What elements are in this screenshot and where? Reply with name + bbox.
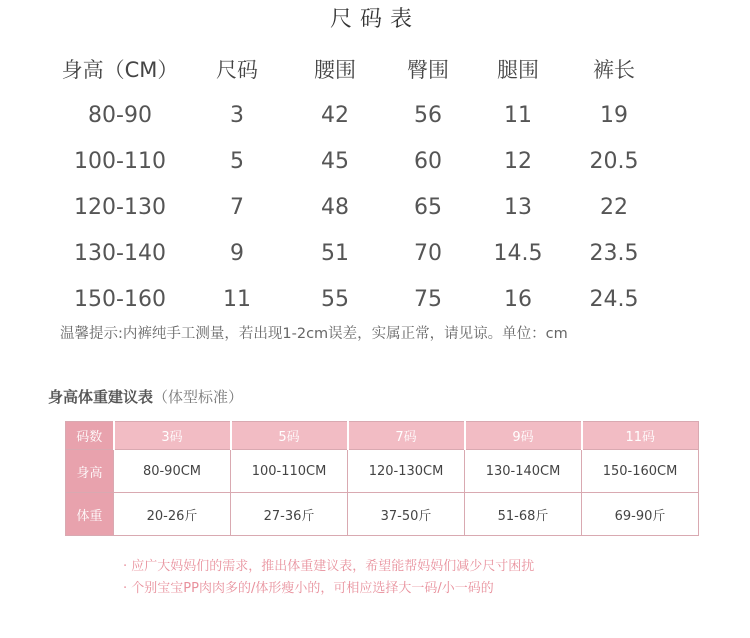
weight-table-row-label: 身高: [66, 450, 114, 493]
size-chart-cell: 12: [504, 149, 532, 174]
size-chart-row: [0, 234, 750, 274]
size-chart-cell: 150-160: [74, 287, 166, 312]
size-chart-cell: 20.5: [589, 149, 639, 174]
size-chart-cell: 45: [321, 149, 349, 174]
weight-table-size-header: 7码: [348, 422, 465, 450]
weight-table-size-header: 5码: [231, 422, 348, 450]
size-chart-header-hip: 臀围: [407, 58, 449, 82]
weight-table-row-weight: [66, 493, 699, 536]
size-chart-cell: 51: [321, 241, 349, 266]
size-chart-header-height: 身高（CM）: [61, 58, 179, 82]
size-chart-cell: 42: [321, 103, 349, 128]
note-line: · 个别宝宝PP肉肉多的/体形瘦小的，可相应选择大一码/小一码的: [123, 581, 494, 596]
weight-table: [65, 421, 699, 536]
size-chart-title: 尺码表: [329, 7, 420, 32]
size-chart-header-thigh: 腿围: [497, 58, 539, 82]
measurement-tip: 温馨提示:内裤纯手工测量，若出现1-2cm误差，实属正常，请见谅。单位：cm: [60, 326, 568, 342]
size-chart-header-length: 裤长: [593, 58, 635, 82]
size-chart-cell: 16: [504, 287, 532, 312]
weight-table-row-label: 体重: [66, 493, 114, 536]
weight-table-cell: 120-130CM: [348, 450, 465, 493]
size-chart-cell: 14.5: [493, 241, 543, 266]
size-chart-row: [0, 96, 750, 136]
weight-table-cell: 51-68斤: [465, 493, 582, 536]
size-chart-row: [0, 142, 750, 182]
size-chart-cell: 55: [321, 287, 349, 312]
size-chart-cell: 7: [230, 195, 244, 220]
size-chart-cell: 23.5: [589, 241, 639, 266]
size-chart-cell: 19: [600, 103, 628, 128]
weight-section-subtitle: （体型标准）: [153, 388, 244, 406]
size-chart-cell: 100-110: [74, 149, 166, 174]
weight-table-size-header: 3码: [114, 422, 231, 450]
size-chart-cell: 9: [230, 241, 244, 266]
size-chart-header-row: [0, 50, 750, 90]
weight-table-header-row: [66, 422, 699, 450]
weight-table-cell: 69-90斤: [582, 493, 699, 536]
size-chart-header-size: 尺码: [216, 58, 258, 82]
weight-table-cell: 27-36斤: [231, 493, 348, 536]
weight-table-cell: 130-140CM: [465, 450, 582, 493]
size-chart-cell: 11: [223, 287, 251, 312]
size-chart-row: [0, 188, 750, 228]
size-chart-cell: 130-140: [74, 241, 166, 266]
note-line: · 应广大妈妈们的需求，推出体重建议表，希望能帮妈妈们减少尺寸困扰: [123, 559, 535, 574]
weight-table-cell: 80-90CM: [114, 450, 231, 493]
size-chart-cell: 75: [414, 287, 442, 312]
size-chart-cell: 22: [600, 195, 628, 220]
size-chart-cell: 3: [230, 103, 244, 128]
size-chart-cell: 65: [414, 195, 442, 220]
weight-table-corner: 码数: [66, 422, 114, 450]
size-chart-cell: 60: [414, 149, 442, 174]
weight-table-row-height: [66, 450, 699, 493]
size-chart-row: [0, 280, 750, 320]
weight-table-cell: 150-160CM: [582, 450, 699, 493]
size-chart-cell: 70: [414, 241, 442, 266]
size-chart-cell: 80-90: [88, 103, 152, 128]
weight-table-cell: 37-50斤: [348, 493, 465, 536]
weight-table-cell: 20-26斤: [114, 493, 231, 536]
size-chart-cell: 5: [230, 149, 244, 174]
weight-section-heading: 身高体重建议表: [48, 388, 154, 406]
size-chart-cell: 24.5: [589, 287, 639, 312]
weight-table-cell: 100-110CM: [231, 450, 348, 493]
notes: [123, 556, 534, 600]
size-chart-cell: 13: [504, 195, 532, 220]
weight-section-title: [48, 386, 243, 407]
size-chart-cell: 56: [414, 103, 442, 128]
weight-table-size-header: 9码: [465, 422, 582, 450]
size-chart-cell: 120-130: [74, 195, 166, 220]
size-chart-cell: 11: [504, 103, 532, 128]
size-chart-header-waist: 腰围: [314, 58, 356, 82]
size-chart-cell: 48: [321, 195, 349, 220]
weight-table-size-header: 11码: [582, 422, 699, 450]
